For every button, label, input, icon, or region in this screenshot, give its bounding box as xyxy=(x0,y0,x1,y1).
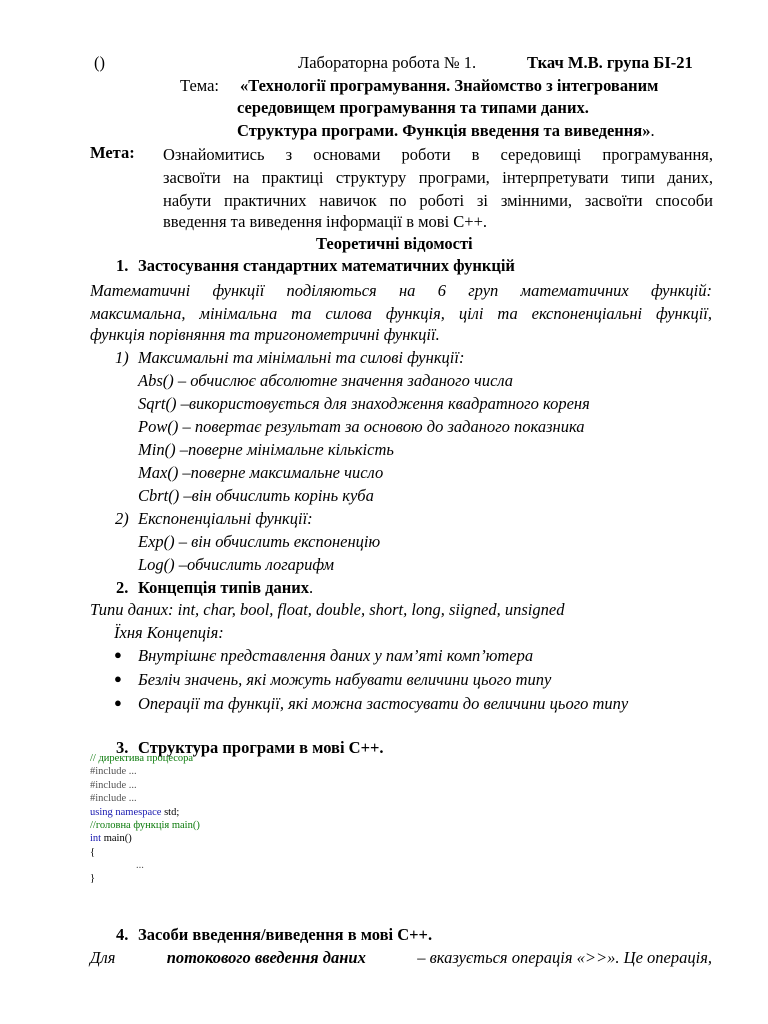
data-types-line: Типи даних: int, char, bool, float, double, short, long, siigned, unsigned xyxy=(90,600,565,619)
code-include: #include ... xyxy=(90,793,137,804)
concept-bullet-item: Операції та функції, які можна застосувати до величини цього типу xyxy=(138,694,629,713)
code-keyword-using: using namespace xyxy=(90,807,162,818)
section-1-title: Застосування стандартних математичних функцій xyxy=(138,256,515,275)
group-1-title: Максимальні та мінімальні та силові функції: xyxy=(138,348,465,367)
section-3-title: Структура програми в мові С++. xyxy=(138,738,384,757)
section-1-para-line-3: функція порівняння та тригонометричні функції. xyxy=(90,325,440,344)
code-main-rest: main() xyxy=(101,833,132,844)
bullet-icon: ● xyxy=(114,695,122,710)
code-using-line xyxy=(90,806,179,820)
topic-label: Тема: xyxy=(180,76,220,95)
concept-bullet-item: Безліч значень, які можуть набувати величини цього типу xyxy=(138,670,552,689)
section-4-number: 4. xyxy=(116,925,129,944)
topic-line-3-end: . xyxy=(650,121,655,140)
code-using-rest: std; xyxy=(161,807,180,818)
section-4-paragraph xyxy=(90,948,712,968)
section-2-title: Концепція типів даних xyxy=(138,578,309,597)
group-1-number: 1) xyxy=(115,348,129,367)
author-info: Ткач М.В. група БІ-21 xyxy=(527,53,693,72)
goal-label: Мета: xyxy=(90,143,135,162)
bullet-icon: ● xyxy=(114,671,122,686)
function-item: Abs() – обчислює абсолютне значення заданого числа xyxy=(138,371,514,390)
lab-title: Лабораторна робота № 1. xyxy=(298,53,477,72)
topic-line-3 xyxy=(237,121,655,141)
section-2-number: 2. xyxy=(116,578,129,597)
function-item: Cbrt() –він обчислить корінь куба xyxy=(138,486,374,505)
code-main-line xyxy=(90,832,132,846)
goal-line-3: набути практичних навичок по роботі зі змінними, засвоїти способи xyxy=(163,191,713,210)
goal-line-2: засвоїти на практиці структуру програми, інтерпретувати типи даних, xyxy=(163,168,713,187)
function-item: Min() –поверне мінімальне кількість xyxy=(138,440,394,459)
goal-line-1: Ознайомитись з основами роботи в середовищі програмування, xyxy=(163,145,713,164)
group-2-title: Експоненціальні функції: xyxy=(138,509,313,528)
code-include: #include ... xyxy=(90,766,137,777)
section-4-para-start: Для xyxy=(90,948,116,967)
section-3-number: 3. xyxy=(116,738,129,757)
topic-line-3-text: Структура програми. Функція введення та виведення» xyxy=(237,121,651,140)
function-item: Log() –обчислить логарифм xyxy=(138,555,335,574)
topic-line-2: середовищем програмування та типами даних. xyxy=(237,98,589,117)
section-2-title-end: . xyxy=(308,578,314,597)
function-item: Pow() – повертає результат за основою до заданого показника xyxy=(138,417,585,436)
section-4-para-bold: потокового введення даних xyxy=(166,948,366,967)
function-item: Exp() – він обчислить експоненцію xyxy=(138,532,381,551)
code-close-brace: } xyxy=(90,873,96,884)
bullet-icon: ● xyxy=(114,647,122,662)
section-1-number: 1. xyxy=(116,256,129,275)
section-2-heading xyxy=(138,578,313,598)
section-4-title: Засоби введення/виведення в мові С++. xyxy=(138,925,433,944)
code-keyword-int: int xyxy=(90,833,102,844)
section-1-para-line-1: Математичні функції поділяються на 6 груп математичних функцій: xyxy=(90,281,712,300)
code-comment-main: //головна функція main() xyxy=(90,820,200,831)
code-comment-directive: // директива процесора xyxy=(90,753,194,764)
section-4-para-rest: – вказується операція «>>». Це операція, xyxy=(417,948,712,967)
code-body-dots: ... xyxy=(136,860,144,871)
function-item: Sqrt() –використовується для знаходження квадратного кореня xyxy=(138,394,590,413)
theory-title: Теоретичні відомості xyxy=(316,234,473,253)
topic-line-1: «Технології програмування. Знайомство з інтегрованим xyxy=(240,76,659,95)
code-include: #include ... xyxy=(90,780,137,791)
header-paren: () xyxy=(94,53,105,72)
function-item: Max() –поверне максимальне число xyxy=(138,463,384,482)
concept-label: Їхня Концепція: xyxy=(114,623,224,642)
concept-bullet-item: Внутрішнє представлення даних у пам’яті комп’ютера xyxy=(138,646,534,665)
code-open-brace: { xyxy=(90,847,96,858)
group-2-number: 2) xyxy=(115,509,129,528)
section-1-para-line-2: максимальна, мінімальна та силова функція, цілі та експоненціальні функції, xyxy=(90,304,712,323)
goal-line-4: введення та виведення інформації в мові С++. xyxy=(163,212,488,231)
